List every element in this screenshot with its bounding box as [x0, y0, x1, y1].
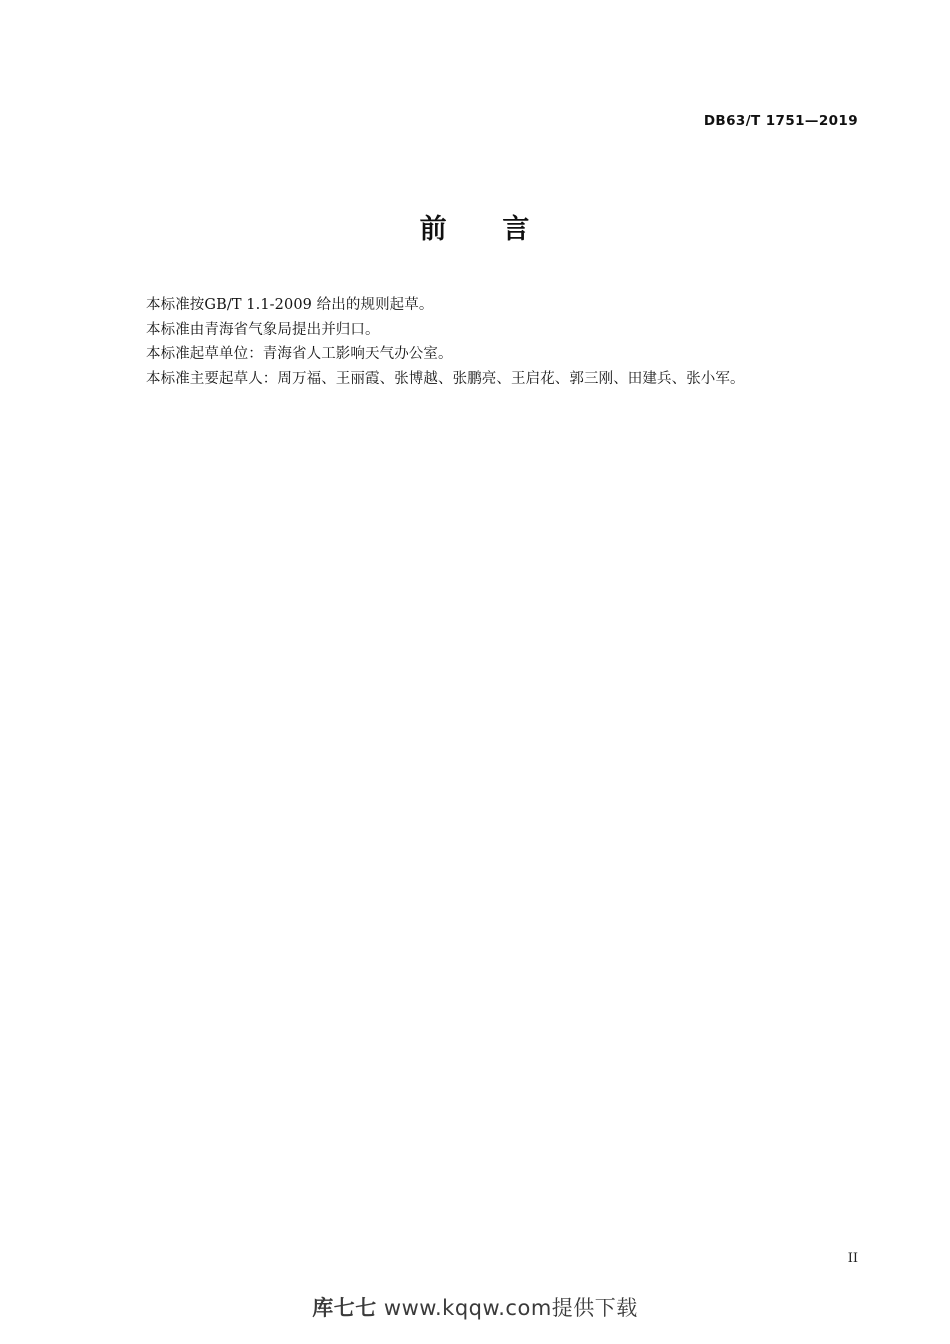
foreword-body — [146, 293, 846, 391]
foreword-line: 本标准主要起草人：周万福、王丽霞、张博越、张鹏亮、王启花、郭三刚、田建兵、张小军。 — [146, 370, 745, 387]
watermark-brand: 库七七 — [312, 1296, 377, 1320]
page-number: II — [847, 1251, 858, 1266]
foreword-line: 本标准起草单位：青海省人工影响天气办公室。 — [146, 346, 453, 362]
page-title — [0, 207, 950, 246]
foreword-line: 本标准按GB/T 1.1-2009 给出的规则起草。 — [146, 297, 434, 313]
standard-code-header: DB63/T 1751—2019 — [703, 113, 858, 129]
page-title-second-char: 言 — [502, 214, 531, 245]
foreword-line: 本标准由青海省气象局提出并归口。 — [146, 321, 380, 338]
page-title-first-char: 前 — [419, 214, 448, 245]
download-watermark — [0, 1292, 950, 1322]
watermark-url: www.kqqw.com提供下载 — [383, 1296, 638, 1320]
